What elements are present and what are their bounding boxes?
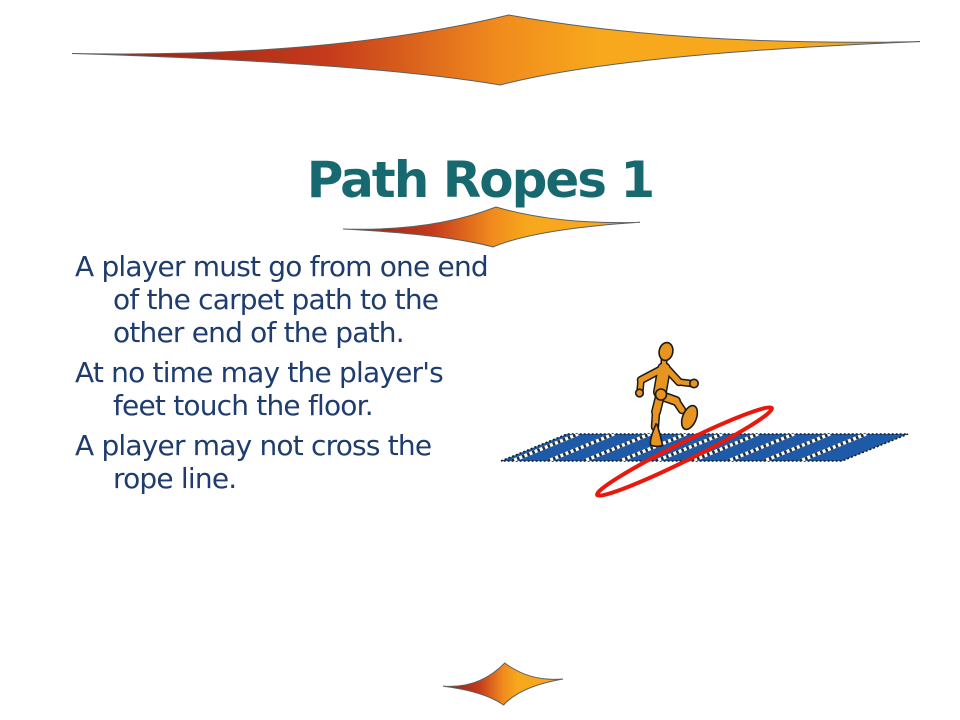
rule-paragraph bbox=[75, 429, 515, 495]
body-line: rope line. bbox=[113, 462, 237, 495]
swoosh-divider-top bbox=[72, 15, 920, 85]
slide-body-text bbox=[75, 250, 515, 502]
body-line: A player may not cross the bbox=[75, 429, 432, 462]
figure-left-hand bbox=[636, 389, 644, 397]
body-line: of the carpet path to the bbox=[113, 283, 439, 316]
body-line: At no time may the player's bbox=[75, 356, 443, 389]
swoosh-divider-bottom bbox=[443, 663, 563, 705]
body-line: A player must go from one end bbox=[75, 250, 488, 283]
body-line: other end of the path. bbox=[113, 316, 404, 349]
figure-head bbox=[657, 341, 674, 361]
figure-right-hand bbox=[690, 379, 698, 387]
figure-pelvis bbox=[656, 389, 667, 400]
body-line: feet touch the floor. bbox=[113, 389, 373, 422]
carpet-path-illustration bbox=[501, 434, 908, 461]
slide-title: Path Ropes 1 bbox=[306, 150, 654, 209]
walking-figure bbox=[636, 341, 701, 446]
swoosh-divider-middle bbox=[343, 207, 640, 247]
rule-paragraph bbox=[75, 250, 515, 349]
rule-paragraph bbox=[75, 356, 515, 422]
